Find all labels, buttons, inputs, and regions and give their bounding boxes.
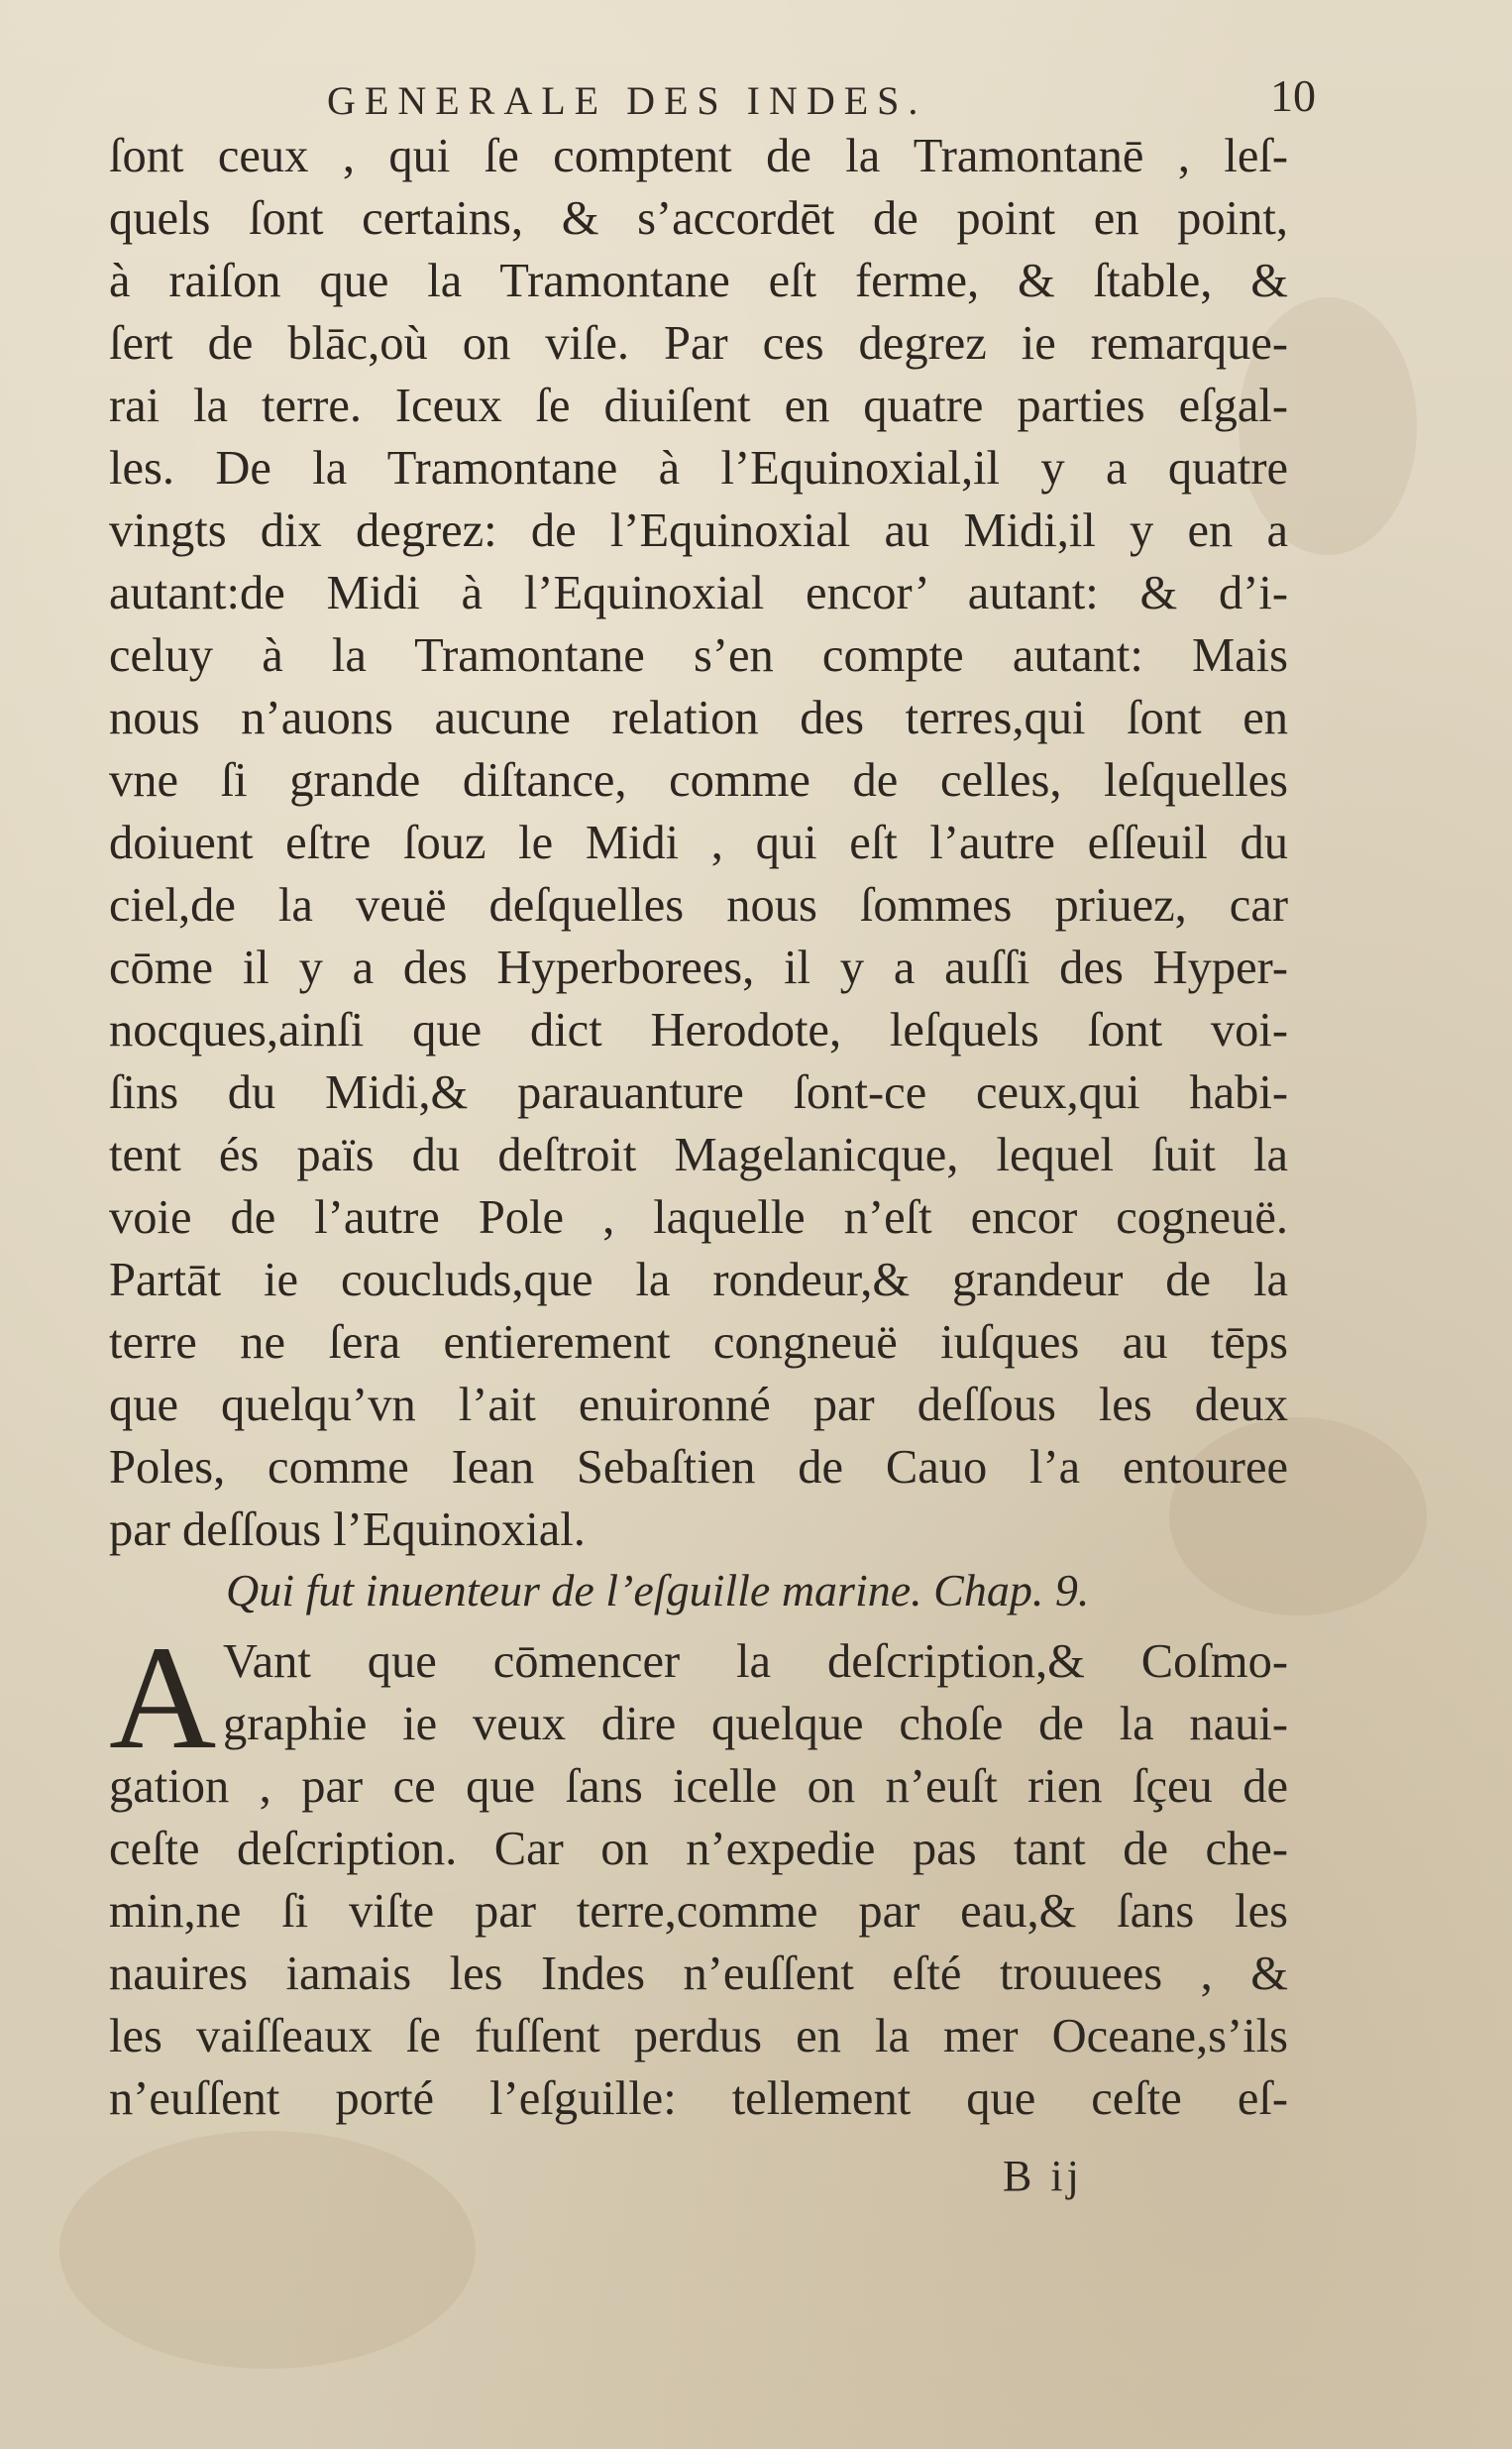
text-line: vingts dix degrez: de l’Equinoxial au Midi,il y en a xyxy=(109,504,1288,557)
text-line: par deſſous l’Equinoxial. xyxy=(109,1503,586,1556)
drop-cap: A xyxy=(109,1615,217,1780)
text-line: vne ſi grande diſtance, comme de celles, leſquelles xyxy=(109,754,1288,807)
page-header xyxy=(327,69,1318,129)
page-number: 10 xyxy=(1270,70,1316,121)
text-line: nauires iamais les Indes n’euſſent eſté trouuees , & xyxy=(109,1948,1288,2000)
chapter-text xyxy=(109,1615,1288,2130)
text-line: graphie ie veux dire quelque choſe de la naui- xyxy=(223,1698,1288,1750)
paper-stain xyxy=(59,2131,476,2369)
text-line: nocques,ainſi que dict Herodote, leſquels ſont voi- xyxy=(109,1004,1288,1057)
text-line: à raiſon que la Tramontane eſt ferme, & ſtable, & xyxy=(109,255,1288,307)
text-line: que quelqu’vn l’ait enuironné par deſſous les deux xyxy=(109,1379,1288,1431)
text-line: les. De la Tramontane à l’Equinoxial,il y a quatre xyxy=(109,442,1288,495)
text-line: autant:de Midi à l’Equinoxial encor’ autant: & d’i- xyxy=(109,567,1288,619)
text-line: Partāt ie coucluds,que la rondeur,& grandeur de la xyxy=(109,1254,1288,1306)
text-line: cōme il y a des Hyperborees, il y a auſſi des Hyper- xyxy=(109,942,1288,994)
text-line: voie de l’autre Pole , laquelle n’eſt encor cogneuë. xyxy=(109,1191,1288,1244)
text-line: ciel,de la veuë deſquelles nous ſommes priuez, car xyxy=(109,879,1288,932)
text-line: doiuent eſtre ſouz le Midi , qui eſt l’autre eſſeuil du xyxy=(109,817,1288,869)
text-line: terre ne ſera entierement congneuë iuſques au tēps xyxy=(109,1316,1288,1369)
text-line: rai la terre. Iceux ſe diuiſent en quatre parties eſgal- xyxy=(109,380,1288,432)
text-line: Vant que cōmencer la deſcription,& Coſmo- xyxy=(223,1635,1288,1688)
text-line: les vaiſſeaux ſe fuſſent perdus en la mer Oceane,s’ils xyxy=(109,2010,1288,2062)
signature-mark: B ij xyxy=(1003,2152,1083,2200)
chapter-heading: Qui fut inuenteur de l’eſguille marine. Chap. 9. xyxy=(226,1565,1090,1615)
text-line: Poles, comme Iean Sebaſtien de Cauo l’a entouree xyxy=(109,1441,1288,1494)
body-text xyxy=(109,125,1288,1561)
text-line: ceſte deſcription. Car on n’expedie pas tant de che- xyxy=(109,1823,1288,1875)
text-line: min,ne ſi viſte par terre,comme par eau,& ſans les xyxy=(109,1885,1288,1938)
text-line: ſins du Midi,& parauanture ſont-ce ceux,qui habi- xyxy=(109,1066,1288,1119)
text-line: tent és païs du deſtroit Magelanicque, lequel ſuit la xyxy=(109,1129,1288,1181)
text-line: ſont ceux , qui ſe comptent de la Tramontanē , leſ- xyxy=(109,130,1288,182)
text-line: celuy à la Tramontane s’en compte autant: Mais xyxy=(109,629,1288,682)
text-line: gation , par ce que ſans icelle on n’euſt rien ſçeu de xyxy=(109,1760,1288,1813)
text-line: nous n’auons aucune relation des terres,qui ſont en xyxy=(109,692,1288,744)
text-line: quels ſont certains, & s’accordēt de point en point, xyxy=(109,192,1288,245)
running-head: GENERALE DES INDES. xyxy=(327,78,927,123)
text-line: n’euſſent porté l’eſguille: tellement que ceſte eſ- xyxy=(109,2072,1288,2125)
text-line: ſert de blāc,où on viſe. Par ces degrez ie remarque- xyxy=(109,317,1288,370)
